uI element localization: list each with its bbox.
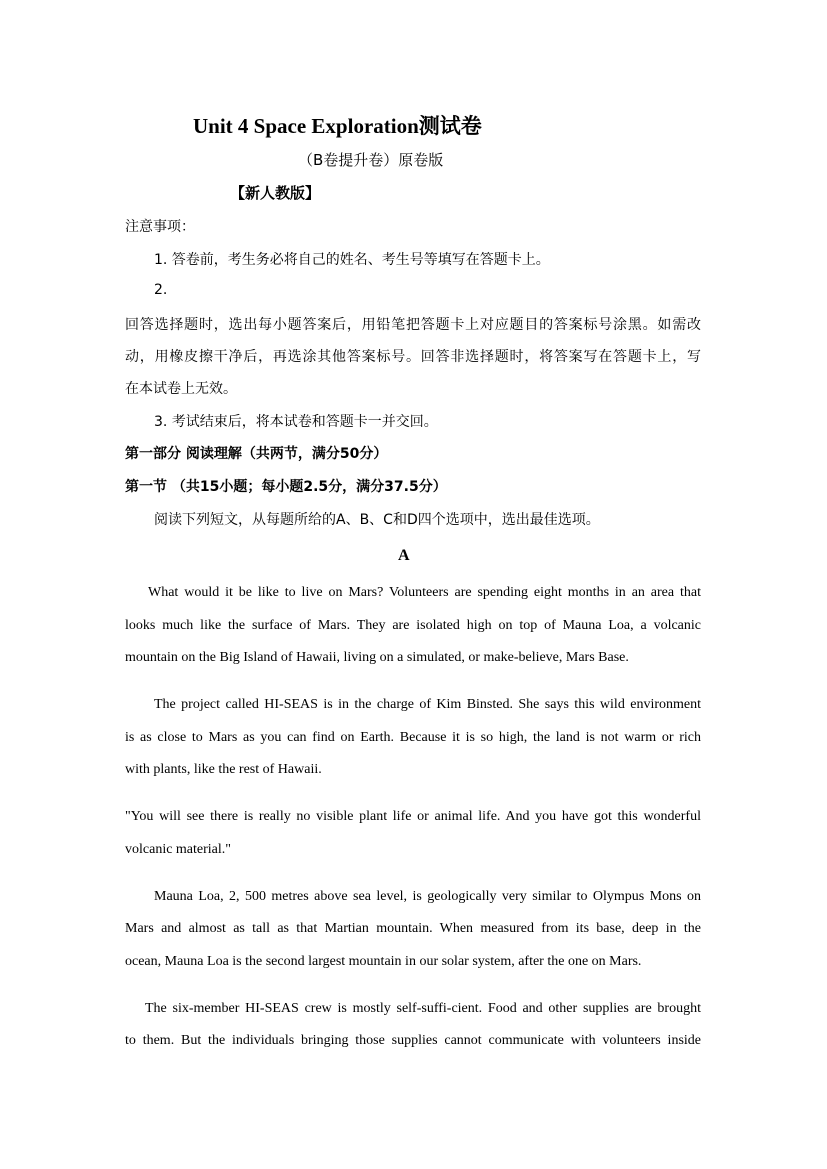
notice-item-2-line-3: 在本试卷上无效。 (125, 381, 237, 397)
passage-p2-line-3: with plants, like the rest of Hawaii. (125, 762, 322, 777)
passage-p1-line-2: looks much like the surface of Mars. They are isolated high on top of Mauna Loa, a volcanic (125, 618, 701, 633)
passage-p1-line-3: mountain on the Big Island of Hawaii, living on a simulated, or make-believe, Mars Base. (125, 650, 629, 665)
passage-p4-line-1: Mauna Loa, 2, 500 metres above sea level, is geologically very similar to Olympus Mons on (154, 889, 701, 904)
passage-p5-line-1: The six-member HI-SEAS crew is mostly self-suffi-cient. Food and other supplies are brought (145, 1001, 701, 1016)
notice-item-2-line-2: 动，用橡皮擦干净后，再选涂其他答案标号。回答非选择题时，将答案写在答题卡上，写 (125, 349, 701, 365)
passage-p3-line-1: "You will see there is really no visible plant life or animal life. And you have got this wonderful (125, 809, 701, 824)
notice-item-3: 3. 考试结束后，将本试卷和答题卡一并交回。 (154, 414, 438, 430)
notice-item-1: 1. 答卷前，考生务必将自己的姓名、考生号等填写在答题卡上。 (154, 252, 550, 268)
passage-p1-line-1: What would it be like to live on Mars? Volunteers are spending eight months in an area that (148, 585, 701, 600)
passage-label: A (398, 547, 410, 564)
notice-item-2-line-1: 回答选择题时，选出每小题答案后，用铅笔把答题卡上对应题目的答案标号涂黑。如需改 (125, 317, 701, 333)
page-title: Unit 4 Space Exploration测试卷 (193, 114, 482, 138)
reading-instruction: 阅读下列短文，从每题所给的A、B、C和D四个选项中，选出最佳选项。 (154, 512, 600, 528)
passage-p3-line-2: volcanic material." (125, 842, 231, 857)
edition-label: 【新人教版】 (230, 184, 321, 202)
passage-p4-line-3: ocean, Mauna Loa is the second largest mountain in our solar system, after the one on Mars. (125, 954, 642, 969)
passage-p2-line-1: The project called HI-SEAS is in the charge of Kim Binsted. She says this wild environment (154, 697, 701, 712)
section-1-heading: 第一节 （共15小题；每小题2.5分，满分37.5分） (125, 479, 447, 495)
passage-p5-line-2: to them. But the individuals bringing those supplies cannot communicate with volunteers inside (125, 1033, 701, 1048)
page-subtitle: （B卷提升卷）原卷版 (298, 151, 444, 169)
passage-p4-line-2: Mars and almost as tall as that Martian mountain. When measured from its base, deep in the (125, 921, 701, 936)
passage-p2-line-2: is as close to Mars as you can find on Earth. Because it is so high, the land is not warm or rich (125, 730, 701, 745)
part-1-heading: 第一部分 阅读理解（共两节，满分50分） (125, 446, 388, 462)
notice-item-2-number: 2. (154, 282, 168, 298)
notice-heading: 注意事项： (125, 219, 195, 235)
